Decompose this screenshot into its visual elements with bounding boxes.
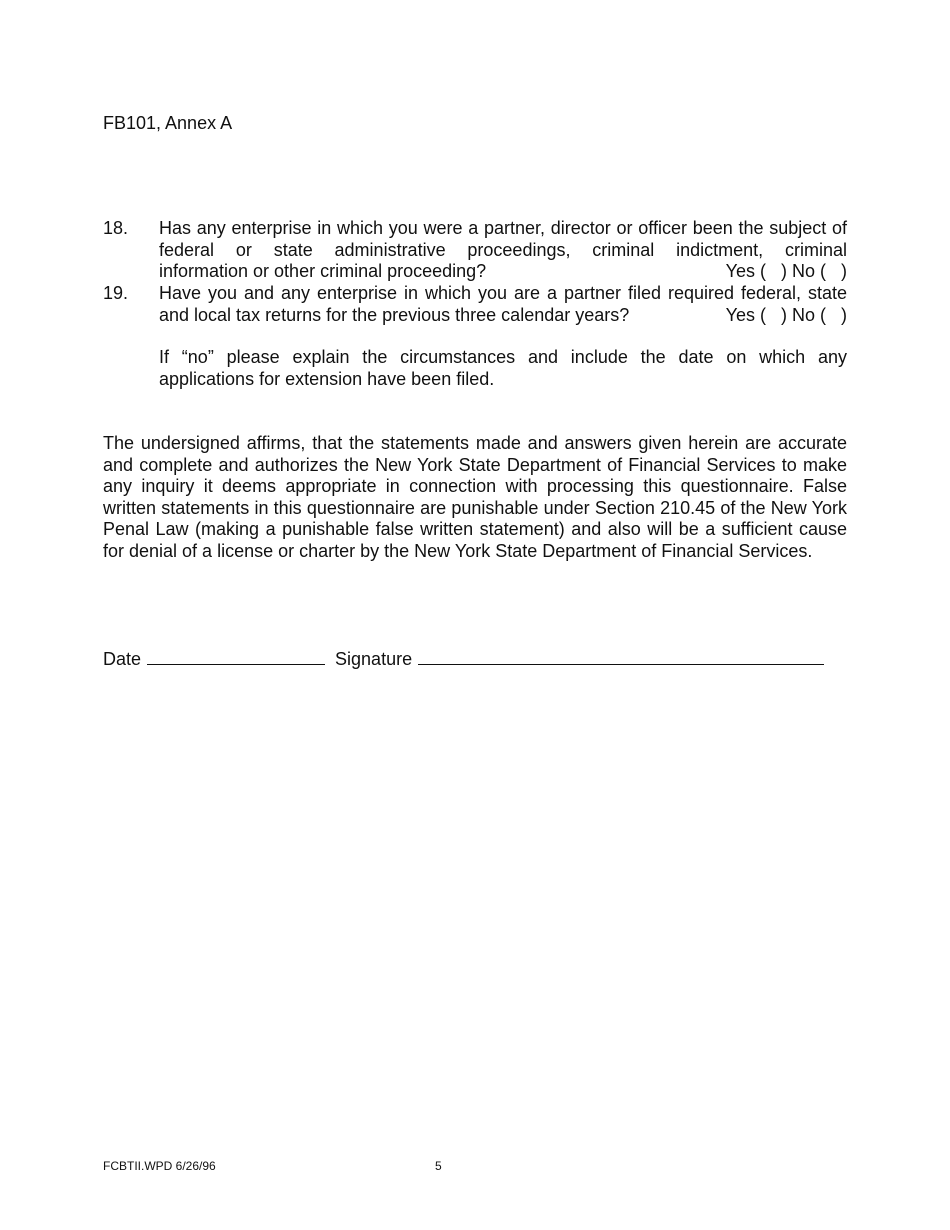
footer-page-number: 5 xyxy=(435,1159,442,1173)
date-label: Date xyxy=(103,649,142,669)
question-body xyxy=(159,218,847,283)
form-identifier: FB101, Annex A xyxy=(103,113,233,133)
yes-no-answer: Yes ( ) No ( ) xyxy=(725,261,847,281)
question-number: 19. xyxy=(103,283,129,303)
yes-no-answer: Yes ( ) No ( ) xyxy=(725,304,847,325)
signature-field[interactable] xyxy=(418,647,824,665)
question-text: Have you and any enterprise in which you are a partner filed required federal, state xyxy=(159,283,847,303)
question-last-line xyxy=(159,261,847,283)
question-number: 18. xyxy=(103,218,129,238)
explanation-instruction: If “no” please explain the circumstances and include the date on which any applications for extension have been filed. xyxy=(159,347,847,389)
footer-file-reference: FCBTII.WPD 6/26/96 xyxy=(103,1159,216,1173)
question-last-line xyxy=(159,305,847,327)
question-19 xyxy=(103,283,847,326)
question-18 xyxy=(103,218,847,283)
signature-label: Signature xyxy=(335,649,413,669)
question-text-end: information or other criminal proceeding? xyxy=(159,261,487,281)
date-field[interactable] xyxy=(147,647,325,665)
affirmation-paragraph: The undersigned affirms, that the statements made and answers given herein are accurate and complete and authorizes the New York State Department of Financial Services to make any inquiry it deems appropriate in connection with processing this questionnaire. False written statements in this questionnaire are punishable under Section 210.45 of the New York Penal Law (making a punishable false written statement) and also will be a sufficient cause for denial of a license or charter by the New York State Department of Financial Services. xyxy=(103,433,847,561)
question-body xyxy=(159,283,847,326)
question-text: Has any enterprise in which you were a partner, director or officer been the subject of federal or state administrative proceedings, criminal indictment, criminal xyxy=(159,218,847,260)
question-text-end: and local tax returns for the previous three calendar years? xyxy=(159,304,630,325)
signature-block xyxy=(103,647,824,670)
